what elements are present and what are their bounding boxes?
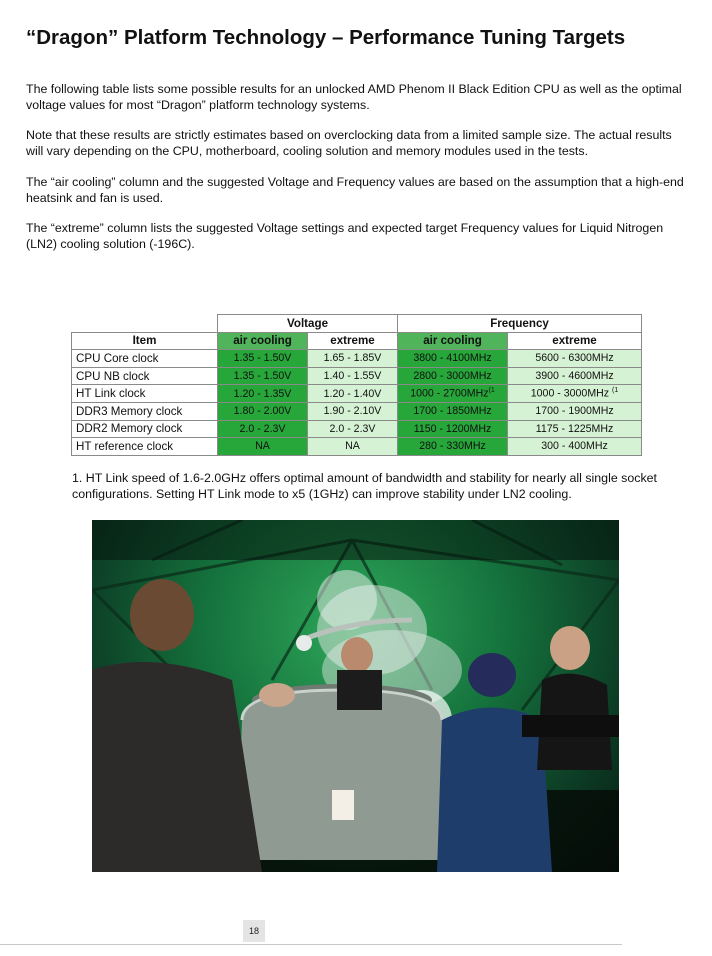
voltage-air-cell: 2.0 - 2.3V <box>218 420 308 438</box>
voltage-extreme-cell: 1.20 - 1.40V <box>308 385 398 403</box>
voltage-extreme-cell: 2.0 - 2.3V <box>308 420 398 438</box>
frequency-extreme-value: 1000 - 3000MHz <box>530 387 610 400</box>
footnote-marker: (1 <box>612 387 619 395</box>
table-corner <box>72 315 218 333</box>
photo-illustration <box>92 520 619 872</box>
table-group-header-row <box>72 315 642 333</box>
frequency-extreme-cell <box>508 385 642 403</box>
paragraph-estimates: Note that these results are strictly estimates based on overclocking data from a limited sample size. The actual results will vary depending on the CPU, motherboard, cooling solution and memory modules used in the tests. <box>26 128 672 158</box>
voltage-air-cell: NA <box>218 438 308 456</box>
item-cell: CPU NB clock <box>72 367 218 385</box>
paragraph-extreme: The “extreme” column lists the suggested Voltage settings and expected target Frequency values for Liquid Nitrogen (LN2) cooling solution (-196C). <box>26 221 664 251</box>
voltage-air-cell: 1.20 - 1.35V <box>218 385 308 403</box>
item-cell: CPU Core clock <box>72 350 218 368</box>
tuning-targets-table <box>71 314 642 456</box>
item-cell: DDR3 Memory clock <box>72 402 218 420</box>
table-row <box>72 420 642 438</box>
voltage-extreme-cell: NA <box>308 438 398 456</box>
voltage-air-cell: 1.80 - 2.00V <box>218 402 308 420</box>
frequency-air-cell <box>398 385 508 403</box>
voltage-extreme-cell: 1.40 - 1.55V <box>308 367 398 385</box>
table-row <box>72 402 642 420</box>
footnote-text: 1. HT Link speed of 1.6-2.0GHz offers optimal amount of bandwidth and stability for nearly all single socket configurations. Setting HT Link mode to x5 (1GHz) can improve stability under LN2 cooling. <box>72 471 657 501</box>
page-title: “Dragon” Platform Technology – Performance Tuning Targets <box>26 26 626 49</box>
frequency-air-header: air cooling <box>398 332 508 350</box>
frequency-group-header: Frequency <box>398 315 642 333</box>
frequency-air-cell: 3800 - 4100MHz <box>398 350 508 368</box>
frequency-extreme-cell: 1700 - 1900MHz <box>508 402 642 420</box>
item-cell: HT Link clock <box>72 385 218 403</box>
paragraph-intro: The following table lists some possible results for an unlocked AMD Phenom II Black Edition CPU as well as the optimal voltage values for most “Dragon” platform technology systems. <box>26 82 682 112</box>
paragraph-air-cooling: The “air cooling” column and the suggested Voltage and Frequency values are based on the assumption that a high-end heatsink and fan is used. <box>26 175 684 205</box>
frequency-extreme-cell: 5600 - 6300MHz <box>508 350 642 368</box>
voltage-air-cell: 1.35 - 1.50V <box>218 350 308 368</box>
frequency-extreme-cell: 1175 - 1225MHz <box>508 420 642 438</box>
table-row <box>72 385 642 403</box>
voltage-extreme-cell: 1.90 - 2.10V <box>308 402 398 420</box>
voltage-air-header: air cooling <box>218 332 308 350</box>
item-cell: DDR2 Memory clock <box>72 420 218 438</box>
item-column-header: Item <box>72 332 218 350</box>
footnote-marker: (1 <box>488 387 495 395</box>
footer-divider <box>0 944 622 945</box>
frequency-extreme-header: extreme <box>508 332 642 350</box>
frequency-extreme-cell: 3900 - 4600MHz <box>508 367 642 385</box>
ln2-overclocking-event-photo <box>92 520 619 872</box>
table-row <box>72 438 642 456</box>
frequency-air-value: 1000 - 2700MHz <box>410 387 489 400</box>
table-row <box>72 350 642 368</box>
frequency-air-cell: 280 - 330MHz <box>398 438 508 456</box>
voltage-extreme-header: extreme <box>308 332 398 350</box>
frequency-extreme-cell: 300 - 400MHz <box>508 438 642 456</box>
item-cell: HT reference clock <box>72 438 218 456</box>
page-number: 18 <box>243 920 265 942</box>
voltage-air-cell: 1.35 - 1.50V <box>218 367 308 385</box>
frequency-air-cell: 1700 - 1850MHz <box>398 402 508 420</box>
voltage-group-header: Voltage <box>218 315 398 333</box>
table-row <box>72 367 642 385</box>
table-subheader-row <box>72 332 642 350</box>
voltage-extreme-cell: 1.65 - 1.85V <box>308 350 398 368</box>
frequency-air-cell: 2800 - 3000MHz <box>398 367 508 385</box>
frequency-air-cell: 1150 - 1200MHz <box>398 420 508 438</box>
